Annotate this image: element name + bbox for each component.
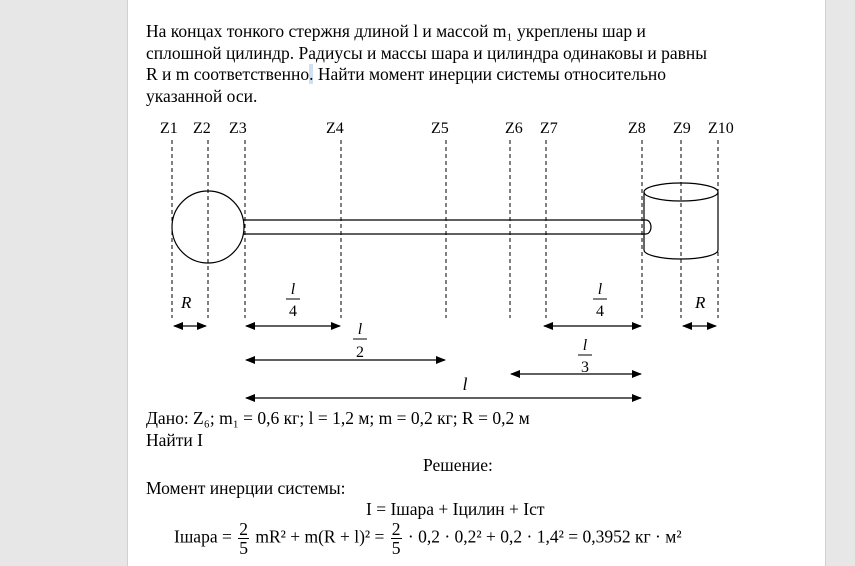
given-line: Дано: Z₆; m₁ = 0,6 кг; l = 1,2 м; m = 0,2 кг; R = 0,2 м xyxy=(146,408,530,428)
svg-text:3: 3 xyxy=(581,359,589,376)
svg-text:l: l xyxy=(597,281,603,298)
svg-text:4: 4 xyxy=(289,303,297,320)
dim-label-l-over-2 xyxy=(353,321,367,361)
axis-label-z3: Z3 xyxy=(229,120,247,137)
axis-label-z2: Z2 xyxy=(193,120,211,137)
eq-ball-rhs: · 0,2 · 0,2² + 0,2 · 1,4² = 0,3952 кг · м² xyxy=(407,526,682,547)
dim-label-r-right: R xyxy=(695,293,706,312)
left-margin xyxy=(0,0,128,566)
problem-line-3c: Найти момент инерции системы относительно xyxy=(313,64,667,84)
right-margin xyxy=(825,0,855,566)
svg-text:4: 4 xyxy=(596,303,604,320)
equation-system: I = Iшара + Iцилин + Iст xyxy=(366,499,545,519)
axis-label-z9: Z9 xyxy=(673,120,691,137)
problem-line-4: указанной оси. xyxy=(146,85,258,106)
axis-label-z5: Z5 xyxy=(431,120,449,137)
eq-ball-frac-1: $\frac{2}{5}$ xyxy=(239,519,248,558)
dim-label-l-over-4-right xyxy=(593,281,607,320)
eq-ball-lhs: Iшара = xyxy=(174,526,232,547)
svg-text:l: l xyxy=(290,281,296,298)
svg-text:l: l xyxy=(582,337,588,354)
axis-label-z10: Z10 xyxy=(708,120,734,137)
document-page xyxy=(128,0,825,566)
moment-heading: Момент инерции системы: xyxy=(146,478,346,498)
dim-label-l-over-4-left xyxy=(286,281,300,320)
equation-ball xyxy=(174,520,682,557)
eq-ball-mid: mR² + m(R + l)² = xyxy=(255,526,385,547)
svg-text:2: 2 xyxy=(356,344,364,361)
problem-line-2: сплошной цилиндр. Радиусы и массы шара и цилиндра одинаковы и равны xyxy=(146,42,708,63)
selection-highlight: . xyxy=(309,64,314,84)
axis-label-z8: Z8 xyxy=(628,120,646,137)
problem-figure xyxy=(128,0,825,410)
svg-text:l: l xyxy=(357,321,363,338)
dim-label-l-over-3 xyxy=(578,337,592,376)
dim-label-l: l xyxy=(462,374,468,394)
eq-ball-frac-2: $\frac{2}{5}$ xyxy=(391,519,401,558)
solution-heading: Решение: xyxy=(423,455,493,475)
find-line: Найти I xyxy=(146,430,203,450)
problem-line-1: На концах тонкого стержня длиной l и массой m₁ укреплены шар и xyxy=(146,21,646,41)
dim-label-r-left: R xyxy=(181,293,192,312)
axis-label-z1: Z1 xyxy=(160,120,178,137)
axis-label-z7: Z7 xyxy=(540,120,558,137)
problem-line-3a: R и m соответственно xyxy=(146,64,310,84)
axis-label-z6: Z6 xyxy=(505,120,523,137)
axis-label-z4: Z4 xyxy=(326,120,344,137)
